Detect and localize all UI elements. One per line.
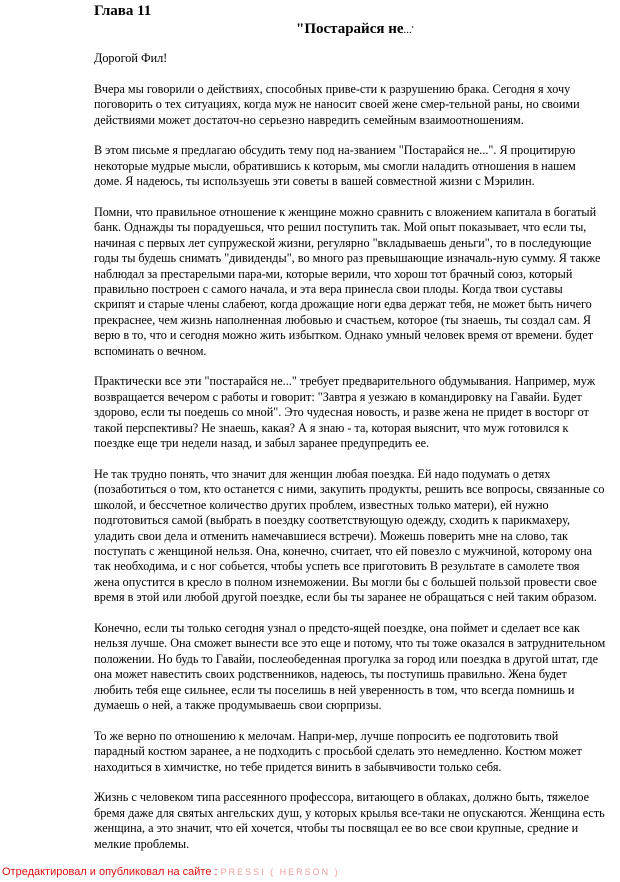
chapter-number: 11: [137, 3, 152, 19]
body-paragraph: Жизнь с человеком типа рассеянного профессора, витающего в облаках, должно быть, тяжелое бремя даже для святых ангельских душ, у которых крылья все-таки не опускаются. Женщина есть женщина, а это значит, что ей хочется, чтобы ты посвящал ее во все свои крупные, средние и мелкие проблемы.: [94, 790, 605, 851]
body-paragraph: То же верно по отношению к мелочам. Напри-мер, лучше попросить ее подготовить твой парадный костюм заранее, а не подходить с просьбой сделать это немедленно. Костюм может находиться в химчистке, но тебе придется винить в забывчивости только себя.: [94, 728, 582, 774]
body-paragraph: Не так трудно понять, что значит для женщин любая поездка. Ей надо подумать о детях (позаботиться о том, кто останется с ними, закупить продукты, решить все вопросы, связанные со школой, и бессчетное количество других проблем, известных только матери), ей нужно подготовиться самой (выбрать в поездку соответствующую одежду, сходить к парикмахеру, уладить свои дела и отменить намечавшиеся встречи). Можешь поверить мне на слово, так поступать с женщиной нельзя. Она, конечно, считает, что ей повезло с мужчиной, которому она так необходима, и с ног собьется, чтобы успеть все приготовить В результате в самолете твоя жена опустится в кресло в полном изнеможении. Вы могли бы с большей пользой провести свое время в этой или любой другой поездке, если бы ты заранее не обращаться с ней таким образом.: [94, 466, 605, 605]
footer-site-link[interactable]: PRESSI ( HERSON ): [220, 867, 340, 877]
footer-separator: :: [211, 866, 221, 878]
body-paragraph: В этом письме я предлагаю обсудить тему под на-званием "Постарайся не...". Я процитирую некоторые мудрые мысли, обратившись к которым, мы смогли наладить отношения в нашем доме. Я надеюсь, ты используешь эти советы в вашей совместной жизни с Мэрилин.: [94, 143, 576, 189]
footer-credit: [2, 866, 340, 879]
body-paragraph: Конечно, если ты только сегодня узнал о предсто-ящей поездке, она поймет и сделает все как нельзя лучше. Она сможет вынести все это еще и потому, что ты тоже оказался в затруднительном положении. Но будь то Гавайи, послеобеденная прогулка за город или поездка в другой штат, где она может навестить своих родственников, надеюсь, ты поступишь правильно. Жена будет любить тебя еще сильнее, если ты поселишь в ней уверенность в том, что всегда помнишь и думаешь о ней, а также продумываешь свои сюрпризы.: [94, 620, 606, 712]
chapter-label: Глава: [94, 3, 138, 19]
body-paragraph: Вчера мы говорили о действиях, способных приве-сти к разрушению брака. Сегодня я хочу поговорить о тех ситуациях, когда муж не наносит своей жене смер-тельной раны, но своими действиями может достаточ-но серьезно навредить семейным взаимоотношениям.: [94, 81, 580, 127]
body-paragraph: Практически все эти "постарайся не..." требует предварительного обдумывания. Например, муж возвращается вечером с работы и говорит: "Завтра я уезжаю в командировку на Гавайи. Будет здорово, если ты поедешь со мной". Это чудесная новость, и разве жена не придет в восторг от такой перспективы? Не знаешь, какая? А я знаю - та, которая выяснит, что муж готовился к поездке еще три недели назад, и забыл заранее предупредить ее.: [94, 374, 596, 451]
letter-body: [94, 51, 606, 867]
body-paragraph: Помни, что правильное отношение к женщине можно сравнить с вложением капитала в богатый банк. Однажды ты порадуешься, что решил поступить так. Мой опыт показывает, что если ты, начиная с первых лет супружеской жизни, регулярно "вкладываешь деньги", то в последующие годы ты будешь снимать "дивиденды", во много раз превышающие изначаль-ную сумму. Я также наблюдал за престарелыми пара-ми, которые верили, что хорош тот брачный союз, который правильно построен с самого начала, и эта вера принесла свои плоды. Когда твои суставы скрипят и старые члены слабеют, когда дрожащие ноги едва держат тебя, не может быть ничего прекраснее, чем жизнь наполненная любовью и счастьем, которое (ты знаешь, ты создал сам. Я верю в то, что и сегодня можно жить избытком. Однако умный человек время от времени. будет вспоминать о вечном.: [94, 205, 601, 358]
page-title: [296, 20, 414, 39]
chapter-heading: [94, 2, 151, 20]
salutation-paragraph: Дорогой Фил!: [94, 51, 168, 65]
footer-text: Отредактировал и опубликовал на сайте: [2, 866, 212, 878]
title-tail: ...': [403, 24, 414, 36]
title-text: "Постарайся не: [296, 21, 404, 37]
